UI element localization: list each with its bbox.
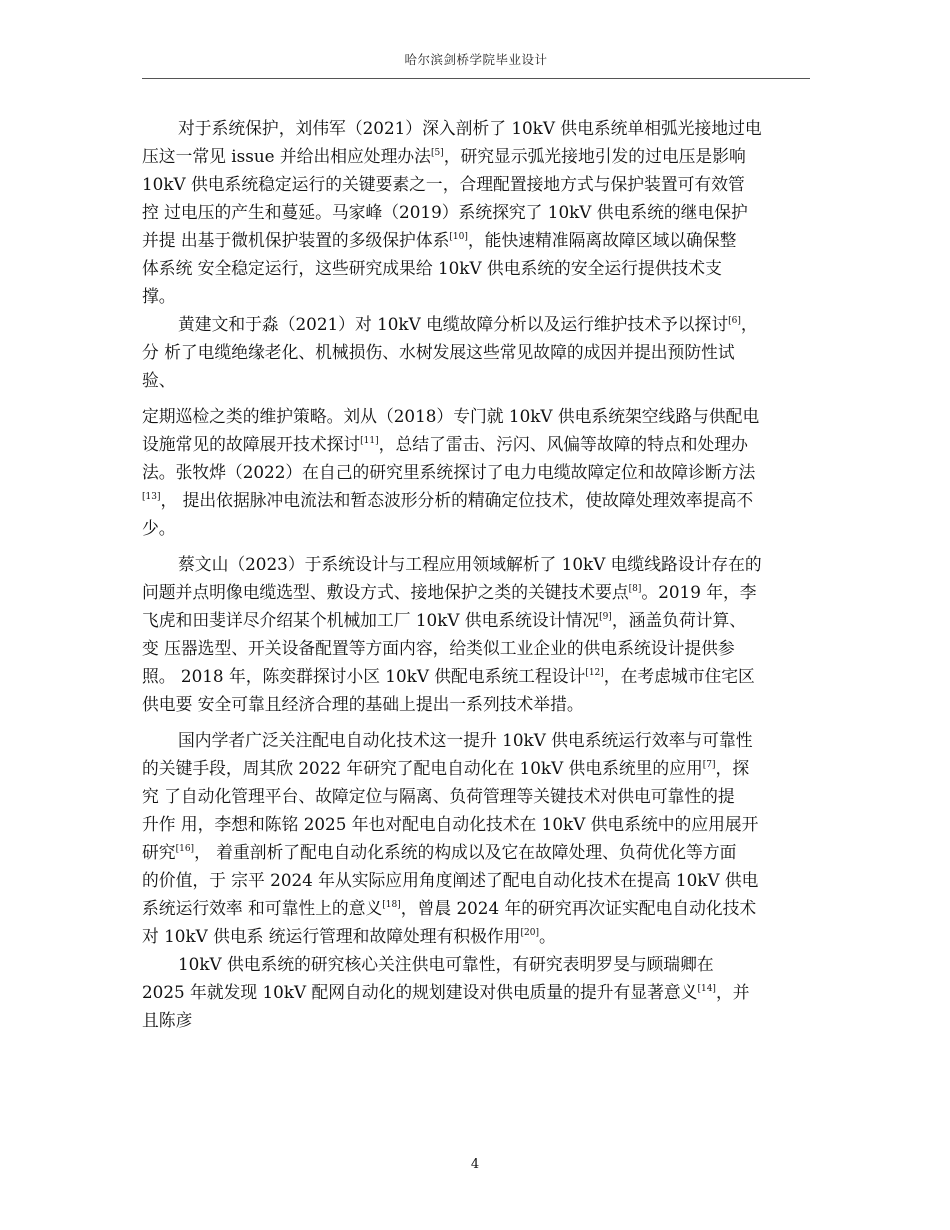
line-text-continued: ，研究显示弧光接地引发的过电压是影响 xyxy=(443,146,746,166)
text-line xyxy=(142,950,822,978)
line-text: 升作 用，李想和陈铭 2025 年也对配电自动化技术在 10kV 供电系统中的应用展开 xyxy=(142,814,759,834)
text-line xyxy=(142,142,822,170)
text-line xyxy=(142,430,822,458)
document-body xyxy=(142,114,822,1034)
line-text: 10kV 供电系统稳定运行的关键要素之一，合理配置接地方式与保护装置可有效管 xyxy=(142,174,745,194)
text-line xyxy=(142,310,822,338)
text-line xyxy=(142,486,822,514)
line-text: 变 压器选型、开关设备配置等方面内容，给类似工业企业的供电系统设计提供参 xyxy=(142,638,735,658)
text-line xyxy=(142,578,822,606)
text-line xyxy=(142,726,822,754)
citation-superscript: [20] xyxy=(520,928,539,938)
citation-superscript: [10] xyxy=(449,232,468,242)
line-text: 研究 xyxy=(142,842,176,862)
citation-superscript: [13] xyxy=(142,492,161,502)
line-text-continued: ，能快速精准隔离故障区域以确保整 xyxy=(467,230,737,250)
line-text: 控 过电压的产生和蔓延。马家峰（2019）系统探究了 10kV 供电系统的继电保护 xyxy=(142,202,748,222)
text-line xyxy=(142,634,822,662)
line-text: 分 析了电缆绝缘老化、机械损伤、水树发展这些常见故障的成因并提出预防性试 xyxy=(142,342,735,362)
line-text: 究 了自动化管理平台、故障定位与隔离、负荷管理等关键技术对供电可靠性的提 xyxy=(142,786,735,806)
text-line xyxy=(142,866,822,894)
line-text: 法。张牧烨（2022）在自己的研究里系统探讨了电力电缆故障定位和故障诊断方法 xyxy=(142,462,756,482)
line-text: 对于系统保护，刘伟军（2021）深入剖析了 10kV 供电系统单相弧光接地过电 xyxy=(178,118,762,138)
text-line xyxy=(142,662,822,690)
paragraph-gap xyxy=(142,394,822,402)
line-text: 并提 出基于微机保护装置的多级保护体系 xyxy=(142,230,450,250)
citation-superscript: [6] xyxy=(728,316,741,326)
line-text-continued: ，并 xyxy=(715,982,750,1002)
text-line xyxy=(142,458,822,486)
citation-superscript: [12] xyxy=(585,668,604,678)
line-text: 验、 xyxy=(142,370,176,390)
line-text: 照。 2018 年，陈奕群探讨小区 10kV 供配电系统工程设计 xyxy=(142,666,586,686)
paragraph xyxy=(142,726,822,950)
line-text-continued: 。 xyxy=(538,926,556,946)
line-text: 系统运行效率 和可靠性上的意义 xyxy=(142,898,383,918)
line-text: 少。 xyxy=(142,518,176,538)
text-line xyxy=(142,550,822,578)
paragraph-gap xyxy=(142,542,822,550)
text-line xyxy=(142,810,822,838)
line-text: 撑。 xyxy=(142,286,176,306)
line-text: 黄建文和于淼（2021）对 10kV 电缆故障分析以及运行维护技术予以探讨 xyxy=(178,314,729,334)
citation-superscript: [16] xyxy=(175,844,195,854)
text-line xyxy=(142,1006,822,1034)
text-line xyxy=(142,514,822,542)
text-line xyxy=(142,782,822,810)
line-text: 压这一常见 issue 并给出相应处理办法 xyxy=(142,146,431,166)
citation-superscript: [14] xyxy=(697,984,716,994)
citation-superscript: [7] xyxy=(702,760,716,770)
line-text-continued: ， 着重剖析了配电自动化系统的构成以及它在故障处理、负荷优化等方面 xyxy=(194,842,737,862)
line-text-continued: ，在考虑城市住宅区 xyxy=(603,666,755,686)
citation-superscript: [8] xyxy=(628,584,642,594)
line-text: 10kV 供电系统的研究核心关注供电可靠性，有研究表明罗旻与顾瑞卿在 xyxy=(178,954,714,974)
line-text-continued: ，探 xyxy=(715,758,750,778)
text-line xyxy=(142,606,822,634)
line-text: 设施常见的故障展开技术探讨 xyxy=(142,434,361,454)
citation-superscript: [5] xyxy=(430,148,444,158)
text-line xyxy=(142,338,822,366)
line-text: 定期巡检之类的维护策略。刘从（2018）专门就 10kV 供电系统架空线路与供配电 xyxy=(142,406,760,426)
line-text: 且陈彦 xyxy=(142,1010,193,1030)
citation-superscript: [9] xyxy=(599,612,612,622)
line-text: 供电要 安全可靠且经济合理的基础上提出一系列技术举措。 xyxy=(142,694,584,714)
text-line xyxy=(142,226,822,254)
paragraph xyxy=(142,310,822,394)
line-text-continued: ， xyxy=(740,314,758,334)
line-text: 蔡文山（2023）于系统设计与工程应用领域解析了 10kV 电缆线路设计存在的 xyxy=(178,554,762,574)
citation-superscript: [11] xyxy=(360,436,379,446)
text-line xyxy=(142,114,822,142)
line-text: 国内学者广泛关注配电自动化技术这一提升 10kV 供电系统运行效率与可靠性 xyxy=(178,730,753,750)
header-rule xyxy=(142,78,810,79)
paragraph xyxy=(142,950,822,1034)
line-text: 体系统 安全稳定运行，这些研究成果给 10kV 供电系统的安全运行提供技术支 xyxy=(142,258,722,278)
text-line xyxy=(142,402,822,430)
line-text-continued: ，曾晨 2024 年的研究再次证实配电自动化技术 xyxy=(400,898,757,918)
line-text-continued: 。2019 年，李 xyxy=(641,582,757,602)
line-text-continued: ，总结了雷击、污闪、风偏等故障的特点和处理办 xyxy=(378,434,748,454)
text-line xyxy=(142,366,822,394)
text-line xyxy=(142,170,822,198)
paragraph xyxy=(142,114,822,310)
line-text: 2025 年就发现 10kV 配网自动化的规划建设对供电质量的提升有显著意义 xyxy=(142,982,698,1002)
text-line xyxy=(142,894,822,922)
paragraph xyxy=(142,402,822,542)
paragraph xyxy=(142,550,822,718)
line-text-continued: ， 提出依据脉冲电流法和暂态波形分析的精确定位技术，使故障处理效率提高不 xyxy=(160,490,754,510)
line-text: 对 10kV 供电系 统运行管理和故障处理有积极作用 xyxy=(142,926,521,946)
citation-superscript: [18] xyxy=(382,900,401,910)
text-line xyxy=(142,838,822,866)
line-text: 问题并点明像电缆选型、敷设方式、接地保护之类的关键技术要点 xyxy=(142,582,629,602)
line-text-continued: ，涵盖负荷计算、 xyxy=(611,610,747,630)
line-text: 的关键手段，周其欣 2022 年研究了配电自动化在 10kV 供电系统里的应用 xyxy=(142,758,703,778)
page-number: 4 xyxy=(470,1157,480,1172)
text-line xyxy=(142,754,822,782)
text-line xyxy=(142,690,822,718)
line-text: 的价值，于 宗平 2024 年从实际应用角度阐述了配电自动化技术在提高 10kV 供电 xyxy=(142,870,759,890)
text-line xyxy=(142,198,822,226)
text-line xyxy=(142,922,822,950)
text-line xyxy=(142,282,822,310)
text-line xyxy=(142,978,822,1006)
paragraph-gap xyxy=(142,718,822,726)
page-header: 哈尔滨剑桥学院毕业设计 xyxy=(404,52,548,67)
text-line xyxy=(142,254,822,282)
line-text: 飞虎和田斐详尽介绍某个机械加工厂 10kV 供电系统设计情况 xyxy=(142,610,600,630)
